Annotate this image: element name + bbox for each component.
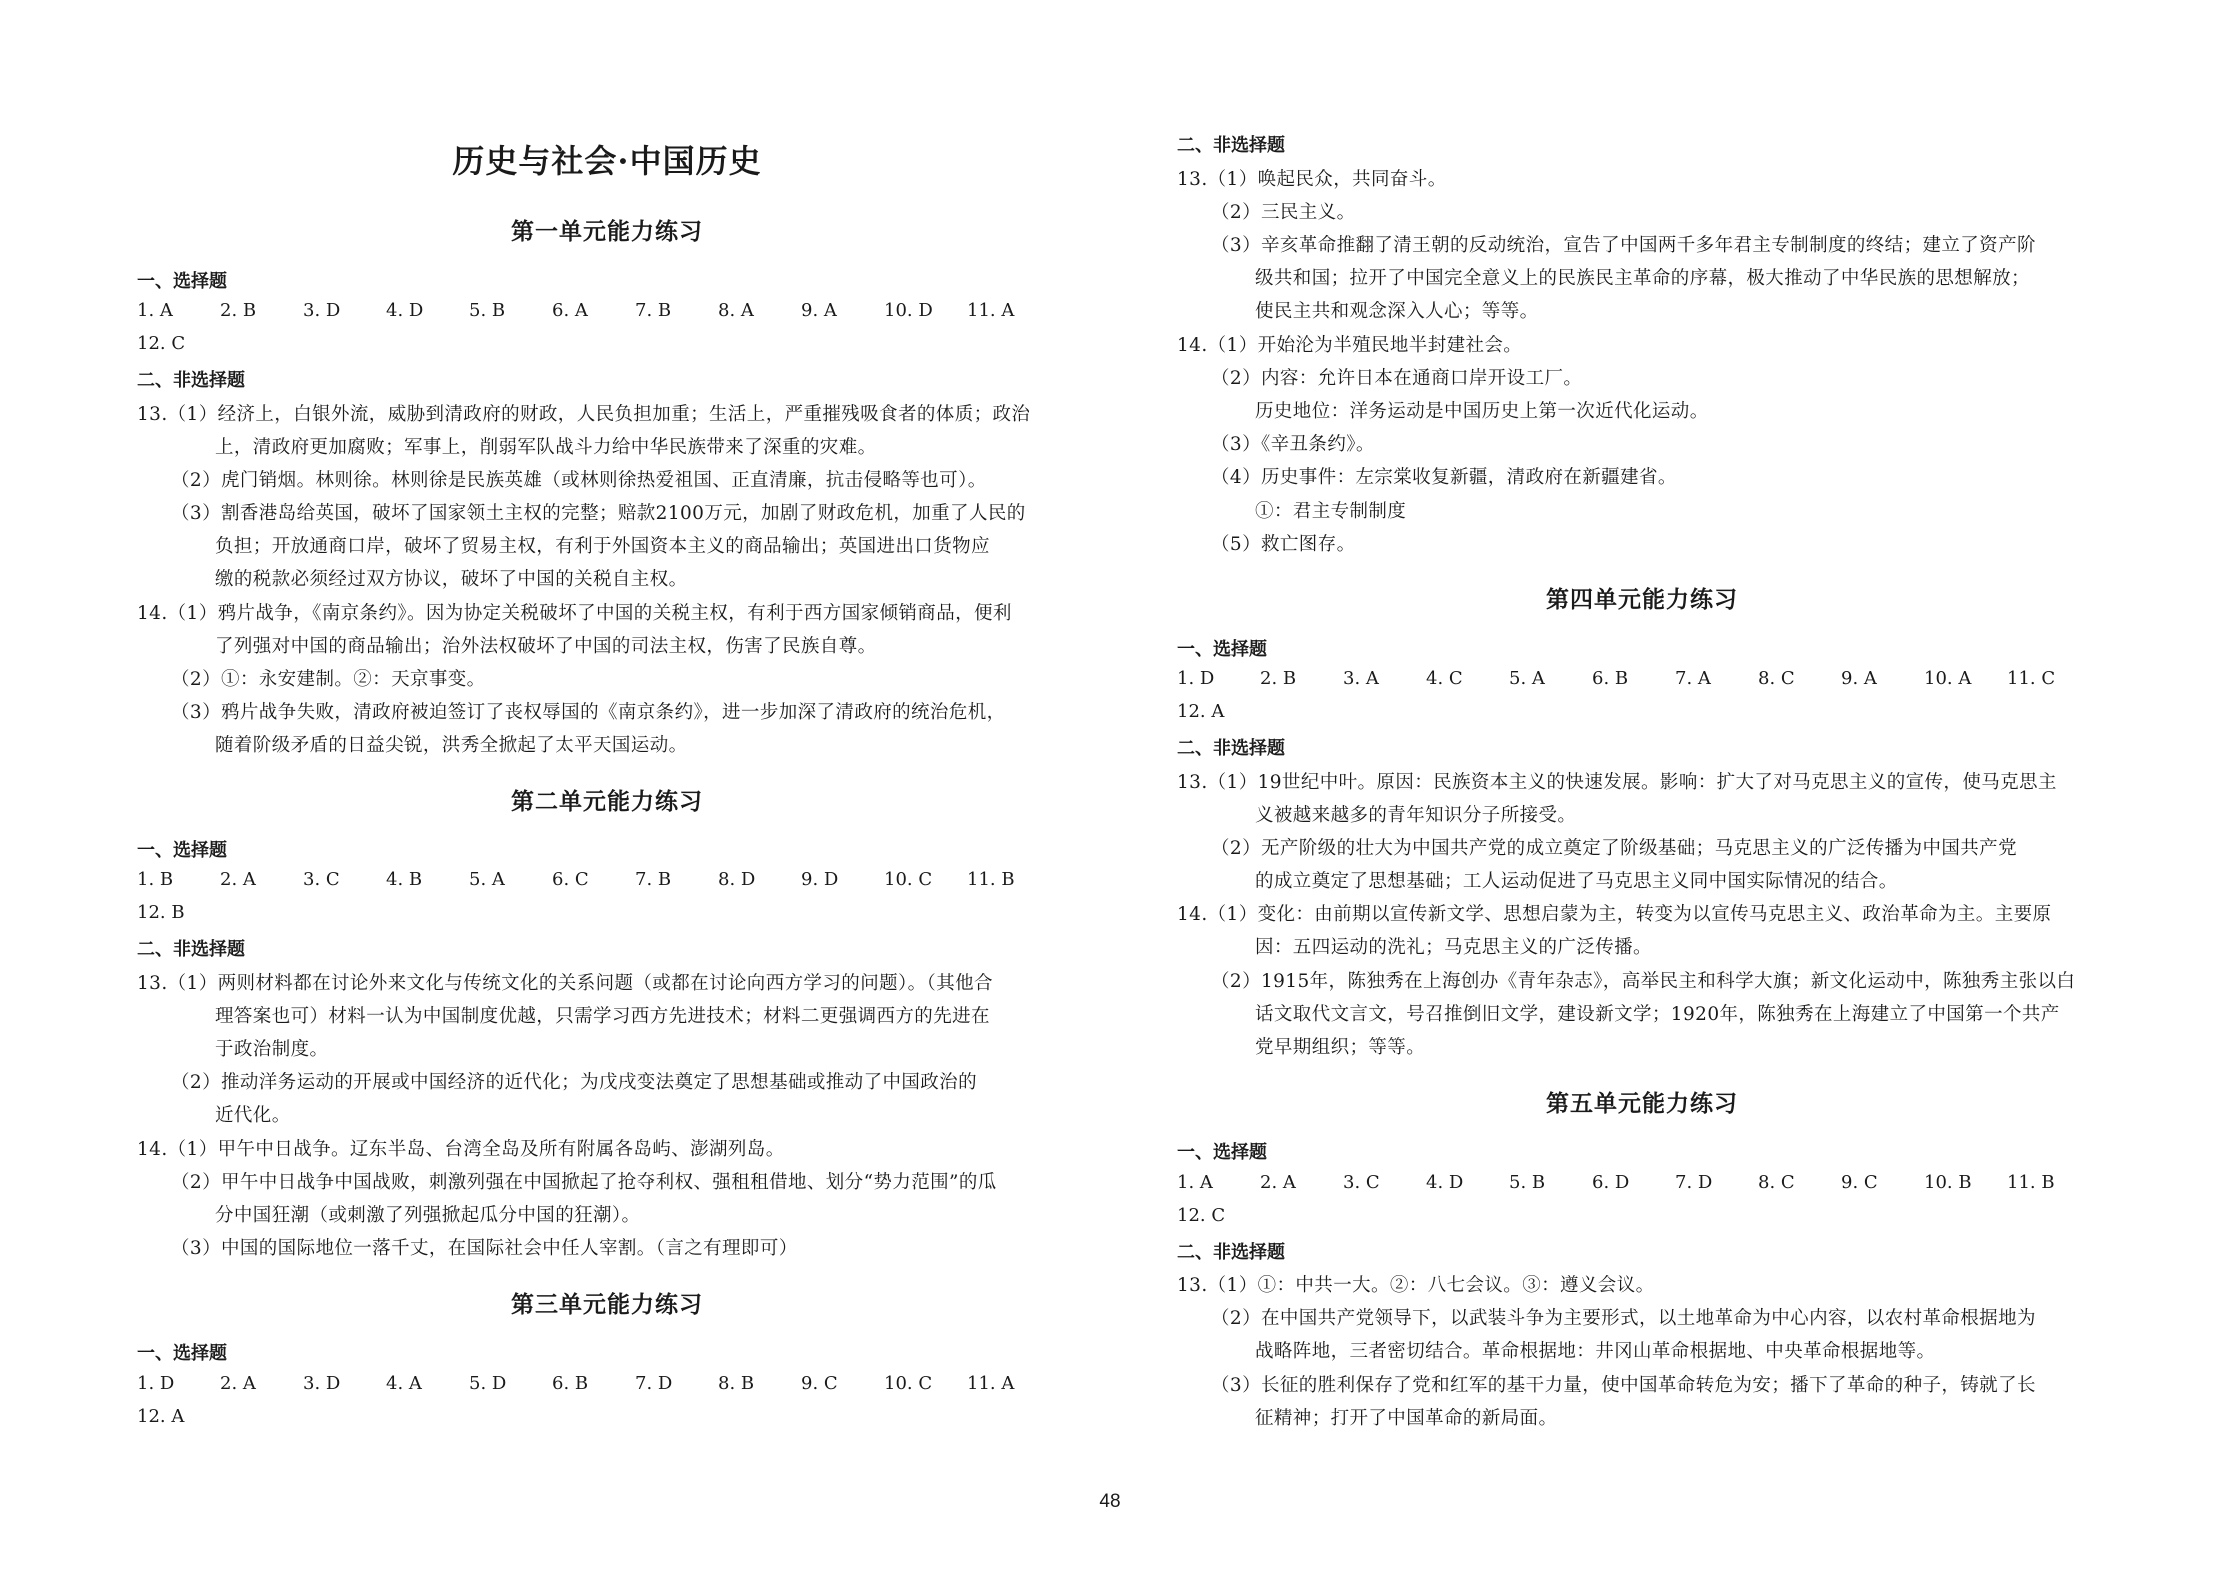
answer-line: 13.（1）19世纪中叶。原因：民族资本主义的快速发展。影响：扩大了对马克思主义的宣传，使马克思主 [1177, 772, 2057, 793]
answer-line: 战略阵地，三者密切结合。革命根据地：井冈山革命根据地、中央革命根据地等。 [1255, 1341, 1936, 1362]
unit1-title: 第一单元能力练习 [511, 218, 703, 245]
answer-line: 14.（1）开始沦为半殖民地半封建社会。 [1177, 335, 1523, 356]
unit4-title: 第四单元能力练习 [1546, 586, 1738, 613]
answer: 9. A [801, 300, 837, 321]
answer: 6. B [552, 1373, 589, 1394]
answer: 1. D [1177, 668, 1215, 689]
answer: 4. A [386, 1373, 422, 1394]
answer: 8. C [1758, 668, 1795, 689]
answer-line: 话文取代文言文，号召推倒旧文学，建设新文学；1920年，陈独秀在上海建立了中国第一个共产 [1255, 1004, 2060, 1025]
answer: 8. B [718, 1373, 755, 1394]
unit2-mc-row1 [137, 869, 1077, 890]
unit5-nonmc-heading: 二、非选择题 [1177, 1242, 1285, 1263]
answer: 9. C [801, 1373, 838, 1394]
answer: 4. C [1426, 668, 1463, 689]
answer: 11. B [967, 869, 1015, 890]
answer-line: 使民主共和观念深入人心；等等。 [1255, 301, 1539, 322]
page-number: 48 [1099, 1491, 1121, 1512]
answer-line: （2）内容：允许日本在通商口岸开设工厂。 [1211, 368, 1583, 389]
answer: 4. B [386, 869, 423, 890]
answer-line: （2）1915年，陈独秀在上海创办《青年杂志》，高举民主和科学大旗；新文化运动中，陈独秀主张以白 [1211, 971, 2076, 992]
answer-line: 历史地位：洋务运动是中国历史上第一次近代化运动。 [1255, 401, 1709, 422]
answer-line: 13.（1）①：中共一大。②：八七会议。③：遵义会议。 [1177, 1275, 1655, 1296]
answer: 12. A [137, 1406, 185, 1427]
answer-line: 14.（1）甲午中日战争。辽东半岛、台湾全岛及所有附属各岛屿、澎湖列岛。 [137, 1139, 785, 1160]
answer-line: 缴的税款必须经过双方协议，破坏了中国的关税自主权。 [215, 569, 688, 590]
answer: 2. B [220, 300, 257, 321]
unit2-nonmc-heading: 二、非选择题 [137, 939, 245, 960]
answer: 12. B [137, 902, 185, 923]
answer-line: 的成立奠定了思想基础；工人运动促进了马克思主义同中国实际情况的结合。 [1255, 871, 1898, 892]
answer: 3. A [1343, 668, 1379, 689]
answer: 11. B [2007, 1172, 2055, 1193]
answer: 10. A [1924, 668, 1972, 689]
answer-line: 分中国狂潮（或刺激了列强掀起瓜分中国的狂潮）。 [215, 1205, 641, 1226]
answer-line: 13.（1）唤起民众，共同奋斗。 [1177, 169, 1447, 190]
answer-line: （3）割香港岛给英国，破坏了国家领土主权的完整；赔款2100万元，加剧了财政危机，加重了人民的 [171, 503, 1026, 524]
answer: 6. A [552, 300, 588, 321]
answer: 4. D [386, 300, 424, 321]
answer-line: 因：五四运动的洗礼；马克思主义的广泛传播。 [1255, 937, 1652, 958]
answer: 12. A [1177, 701, 1225, 722]
unit1-mc-heading: 一、选择题 [137, 271, 227, 292]
unit5-mc-heading: 一、选择题 [1177, 1142, 1267, 1163]
answer: 3. C [303, 869, 340, 890]
answer: 2. A [1260, 1172, 1296, 1193]
answer: 7. B [635, 869, 672, 890]
answer: 3. C [1343, 1172, 1380, 1193]
answer-line: 14.（1）变化：由前期以宣传新文学、思想启蒙为主，转变为以宣传马克思主义、政治革命为主。主要原 [1177, 904, 2052, 925]
answer-line: 于政治制度。 [215, 1039, 329, 1060]
answer-line: 党早期组织；等等。 [1255, 1037, 1426, 1058]
answer: 4. D [1426, 1172, 1464, 1193]
answer: 7. D [635, 1373, 673, 1394]
answer: 3. D [303, 1373, 341, 1394]
unit5-title: 第五单元能力练习 [1546, 1090, 1738, 1117]
answer-line: （4）历史事件：左宗棠收复新疆，清政府在新疆建省。 [1211, 467, 1677, 488]
answer: 1. A [137, 300, 173, 321]
unit2-mc-heading: 一、选择题 [137, 840, 227, 861]
answer-line: （2）在中国共产党领导下，以武装斗争为主要形式，以土地革命为中心内容，以农村革命根据地为 [1211, 1308, 2036, 1329]
answer: 10. B [1924, 1172, 1972, 1193]
answer-line: 了列强对中国的商品输出；治外法权破坏了中国的司法主权，伤害了民族自尊。 [215, 636, 877, 657]
unit2-mc-row2 [137, 902, 1077, 923]
unit2-title: 第二单元能力练习 [511, 788, 703, 815]
unit3-mc-row2 [137, 1406, 1077, 1427]
answer: 2. B [1260, 668, 1297, 689]
answer: 1. B [137, 869, 174, 890]
answer: 10. C [884, 1373, 933, 1394]
answer-line: （2）甲午中日战争中国战败，刺激列强在中国掀起了抢夺利权、强租租借地、划分“势力范围”的瓜 [171, 1172, 997, 1193]
answer-line: （3）中国的国际地位一落千丈，在国际社会中任人宰割。（言之有理即可） [171, 1238, 798, 1259]
unit1-mc-row2 [137, 333, 1077, 354]
answer: 5. D [469, 1373, 507, 1394]
answer-line: 随着阶级矛盾的日益尖锐，洪秀全掀起了太平天国运动。 [215, 735, 688, 756]
unit3-title: 第三单元能力练习 [511, 1291, 703, 1318]
unit3-mc-row1 [137, 1373, 1077, 1394]
answer-line: （3）《辛丑条约》。 [1211, 434, 1375, 455]
unit4-nonmc-heading: 二、非选择题 [1177, 738, 1285, 759]
unit1-nonmc-heading: 二、非选择题 [137, 370, 245, 391]
answer: 1. D [137, 1373, 175, 1394]
answer: 11. A [967, 300, 1015, 321]
unit1-mc-row1 [137, 300, 1077, 321]
answer: 11. C [2007, 668, 2056, 689]
answer-line: 13.（1）两则材料都在讨论外来文化与传统文化的关系问题（或都在讨论向西方学习的问题）。（其他合 [137, 973, 993, 994]
answer: 10. C [884, 869, 933, 890]
unit5-mc-row2 [1177, 1205, 2107, 1226]
unit4-mc-row1 [1177, 668, 2107, 689]
answer: 7. D [1675, 1172, 1713, 1193]
answer: 6. B [1592, 668, 1629, 689]
answer-line: 理答案也可）材料一认为中国制度优越，只需学习西方先进技术；材料二更强调西方的先进在 [215, 1006, 990, 1027]
answer-line: 征精神；打开了中国革命的新局面。 [1255, 1408, 1558, 1429]
answer-line: （2）推动洋务运动的开展或中国经济的近代化；为戊戌变法奠定了思想基础或推动了中国政治的 [171, 1072, 977, 1093]
answer-line: （3）鸦片战争失败，清政府被迫签订了丧权辱国的《南京条约》，进一步加深了清政府的统治危机， [171, 702, 1006, 723]
answer-line: （2）无产阶级的壮大为中国共产党的成立奠定了阶级基础；马克思主义的广泛传播为中国共产党 [1211, 838, 2017, 859]
unit3-mc-heading: 一、选择题 [137, 1343, 227, 1364]
unit4-mc-heading: 一、选择题 [1177, 639, 1267, 660]
answer: 9. C [1841, 1172, 1878, 1193]
unit4-mc-row2 [1177, 701, 2107, 722]
answer: 8. D [718, 869, 756, 890]
page-title: 历史与社会·中国历史 [452, 142, 762, 180]
answer: 9. A [1841, 668, 1877, 689]
answer: 2. A [220, 1373, 256, 1394]
answer-line: 13.（1）经济上，白银外流，威胁到清政府的财政，人民负担加重；生活上，严重摧残吸食者的体质；政治 [137, 404, 1031, 425]
answer: 7. B [635, 300, 672, 321]
answer: 7. A [1675, 668, 1711, 689]
answer-line: （2）虎门销烟。林则徐。林则徐是民族英雄（或林则徐热爱祖国、正直清廉，抗击侵略等也可）。 [171, 470, 987, 491]
answer-line: 负担；开放通商口岸，破坏了贸易主权，有利于外国资本主义的商品输出；英国进出口货物应 [215, 536, 990, 557]
answer-line: 级共和国；拉开了中国完全意义上的民族民主革命的序幕，极大推动了中华民族的思想解放； [1255, 268, 2030, 289]
answer: 9. D [801, 869, 839, 890]
answer: 6. C [552, 869, 589, 890]
answer: 5. B [469, 300, 506, 321]
answer-line: （3）长征的胜利保存了党和红军的基干力量，使中国革命转危为安；播下了革命的种子，铸就了长 [1211, 1375, 2036, 1396]
answer: 8. C [1758, 1172, 1795, 1193]
answer: 1. A [1177, 1172, 1213, 1193]
unit5-mc-row1 [1177, 1172, 2107, 1193]
answer: 10. D [884, 300, 933, 321]
answer-line: 义被越来越多的青年知识分子所接受。 [1255, 805, 1577, 826]
answer: 3. D [303, 300, 341, 321]
answer-line: 上，清政府更加腐败；军事上，削弱军队战斗力给中华民族带来了深重的灾难。 [215, 437, 877, 458]
answer: 8. A [718, 300, 754, 321]
answer-line: 近代化。 [215, 1105, 291, 1126]
unit3-nonmc-heading: 二、非选择题 [1177, 135, 1285, 156]
answer: 5. A [1509, 668, 1545, 689]
answer: 5. A [469, 869, 505, 890]
answer-line: （2）三民主义。 [1211, 202, 1356, 223]
answer: 2. A [220, 869, 256, 890]
answer-line: （3）辛亥革命推翻了清王朝的反动统治，宣告了中国两千多年君主专制制度的终结；建立了资产阶 [1211, 235, 2036, 256]
answer: 6. D [1592, 1172, 1630, 1193]
answer: 12. C [137, 333, 186, 354]
answer: 5. B [1509, 1172, 1546, 1193]
answer: 11. A [967, 1373, 1015, 1394]
answer-line: ①：君主专制制度 [1255, 501, 1407, 522]
answer-line: （2）①：永安建制。②：天京事变。 [171, 669, 486, 690]
answer: 12. C [1177, 1205, 1226, 1226]
answer-line: 14.（1）鸦片战争，《南京条约》。因为协定关税破坏了中国的关税主权，有利于西方国家倾销商品，便利 [137, 603, 1012, 624]
answer-line: （5）救亡图存。 [1211, 534, 1356, 555]
